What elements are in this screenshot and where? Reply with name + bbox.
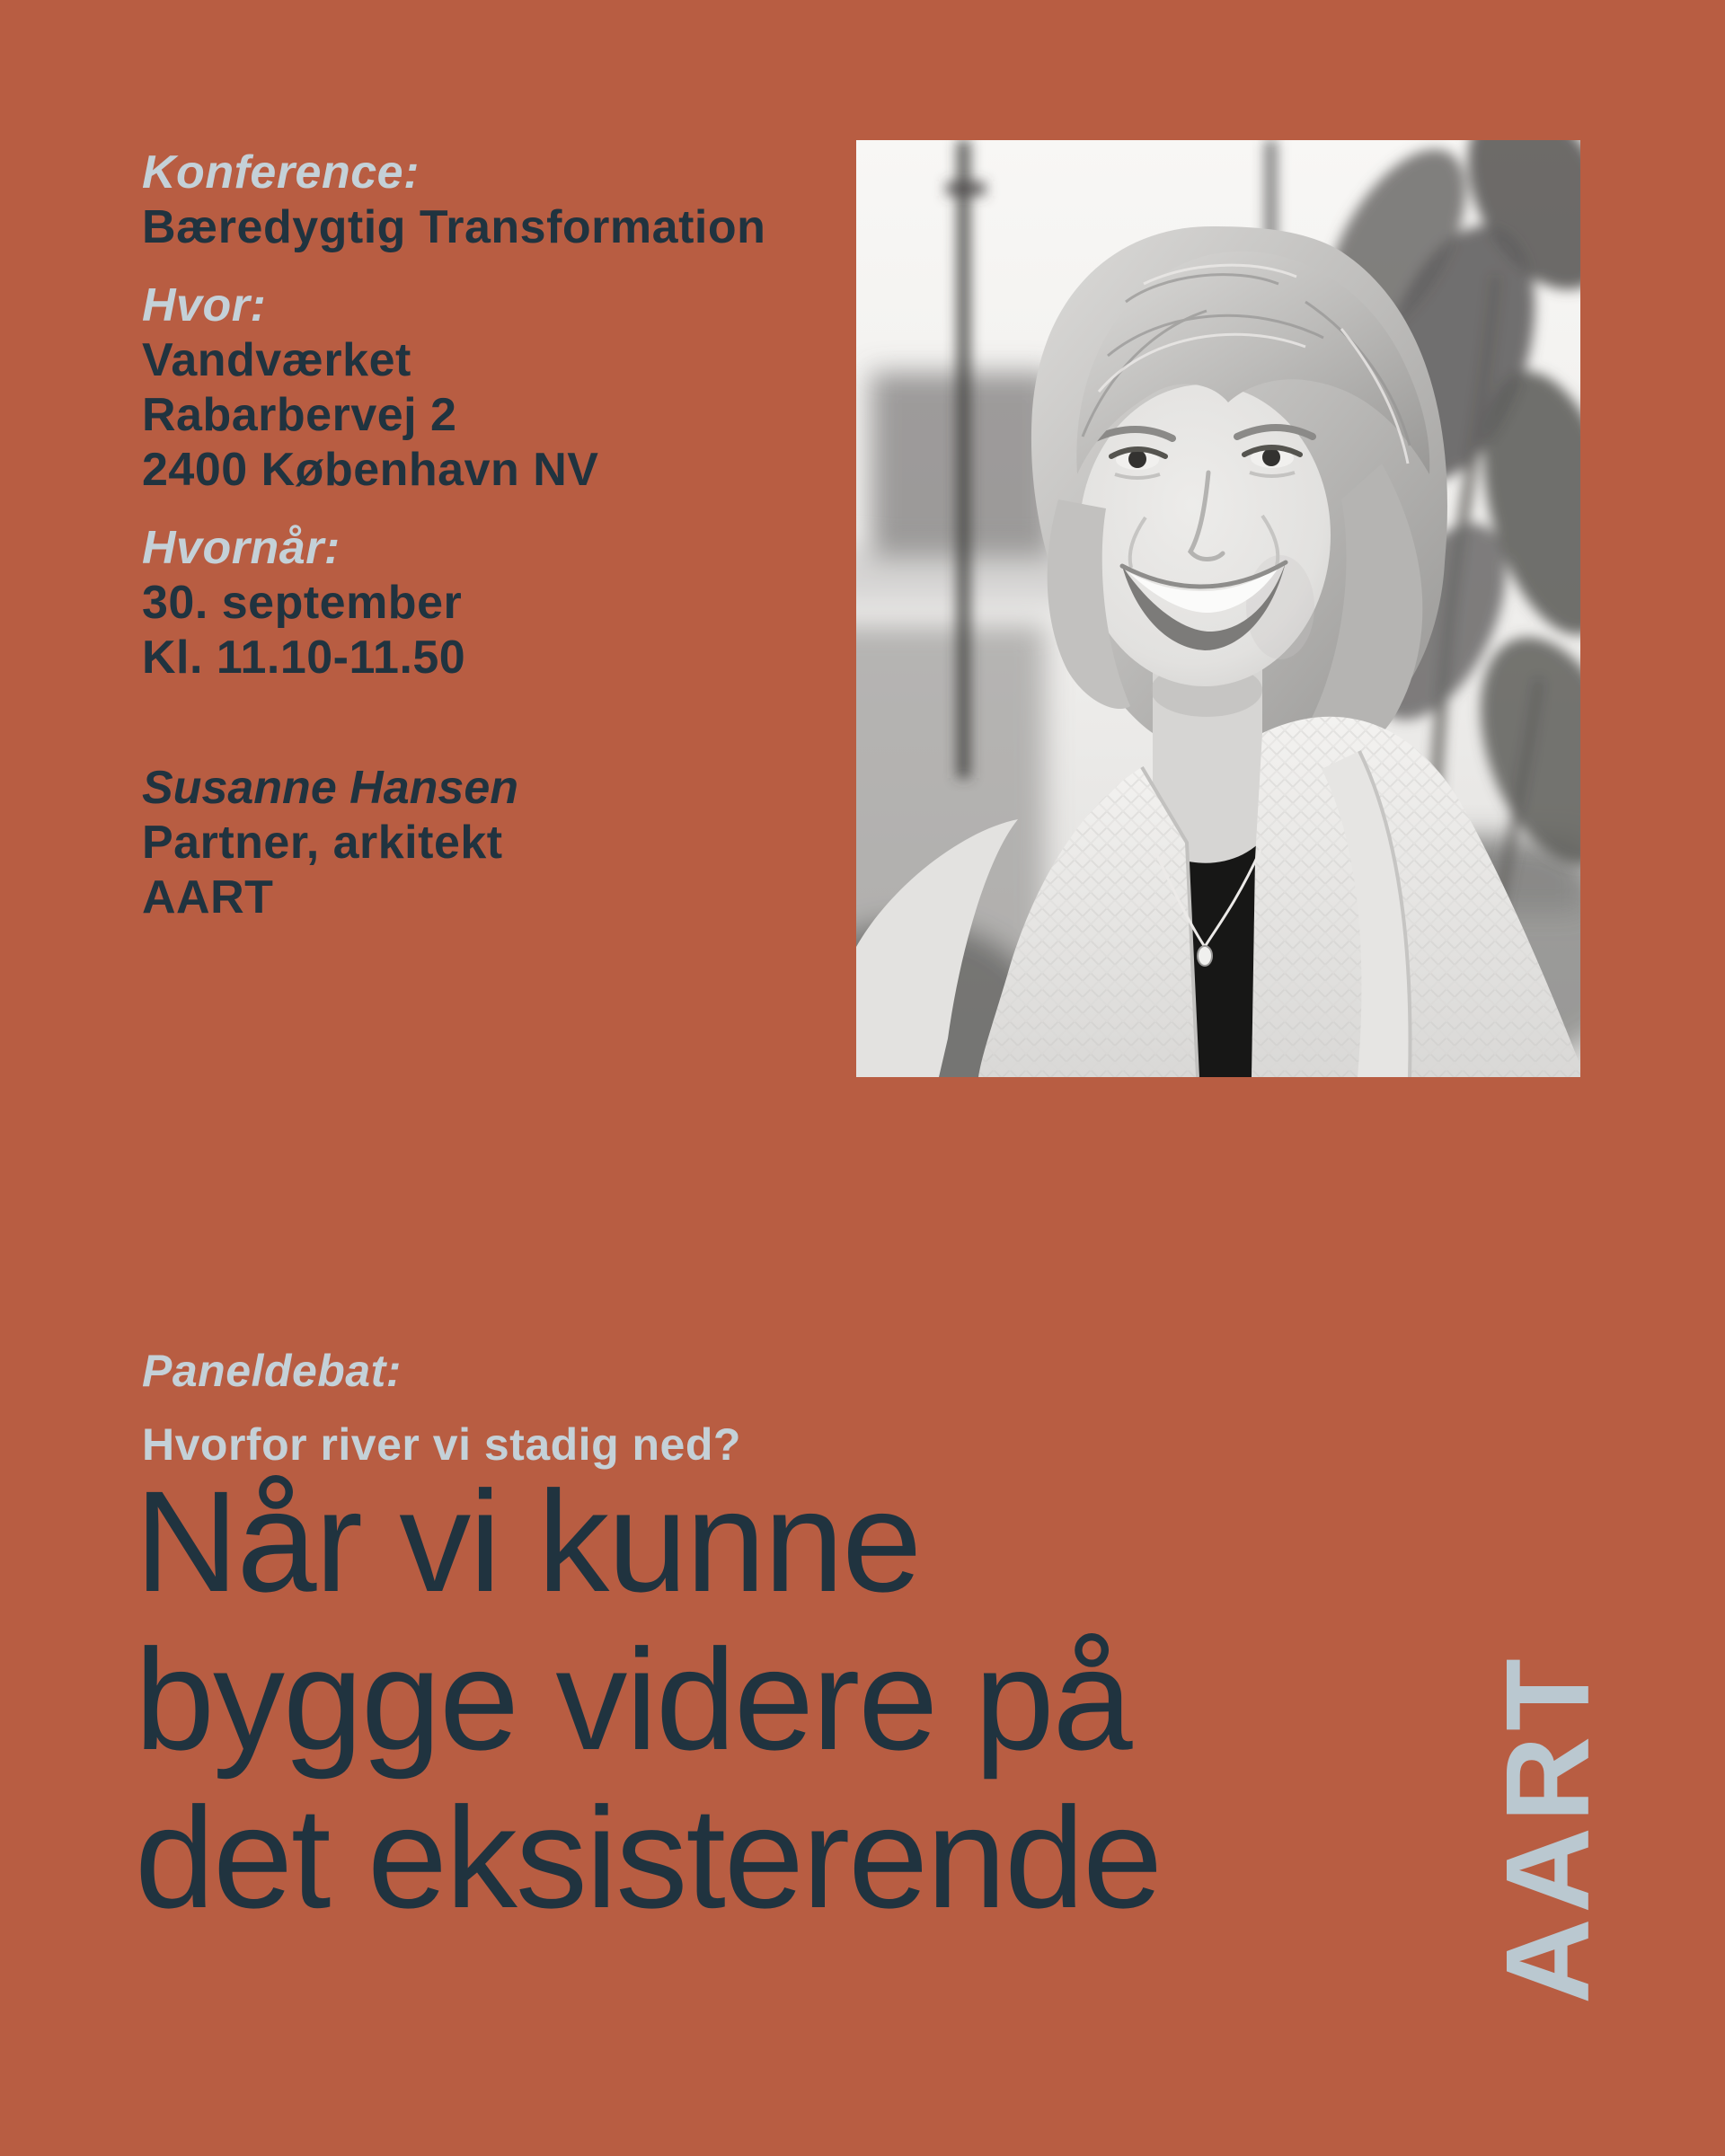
- event-info-section: [142, 146, 765, 949]
- speaker-company: AART: [142, 871, 274, 923]
- portrait-photo: [856, 140, 1580, 1077]
- info-group-conference: [142, 146, 765, 255]
- headline: [135, 1462, 1161, 1937]
- session-block: [142, 1344, 741, 1471]
- headline-line-2: bygge videre på: [135, 1619, 1131, 1780]
- headline-line-1: Når vi kunne: [135, 1461, 921, 1621]
- location-city: 2400 København NV: [142, 444, 599, 496]
- window-pole: [957, 140, 970, 778]
- conference-label: Konference:: [142, 146, 420, 199]
- datetime-label: Hvornår:: [142, 522, 341, 574]
- info-group-location: [142, 278, 765, 498]
- aart-logo-vertical: [1475, 1635, 1619, 2021]
- speaker-name: Susanne Hansen: [142, 762, 519, 814]
- info-group-datetime: [142, 521, 765, 685]
- session-label: Paneldebat:: [142, 1346, 402, 1396]
- pendant: [1198, 946, 1212, 966]
- speaker-title: Partner, arkitekt: [142, 817, 503, 869]
- location-label: Hvor:: [142, 279, 267, 331]
- aart-logo-text: AART: [1481, 1652, 1614, 2004]
- event-date: 30. september: [142, 577, 463, 629]
- conference-name: Bæredygtig Transformation: [142, 201, 766, 253]
- location-street: Rabarbervej 2: [142, 389, 457, 441]
- speaker-block: [142, 761, 765, 925]
- location-venue: Vandværket: [142, 334, 411, 386]
- event-time: Kl. 11.10-11.50: [142, 632, 466, 684]
- portrait-photo-svg: [856, 140, 1580, 1077]
- session-question: Hvorfor river vi stadig ned?: [142, 1419, 741, 1470]
- headline-line-3: det eksisterende: [135, 1777, 1162, 1938]
